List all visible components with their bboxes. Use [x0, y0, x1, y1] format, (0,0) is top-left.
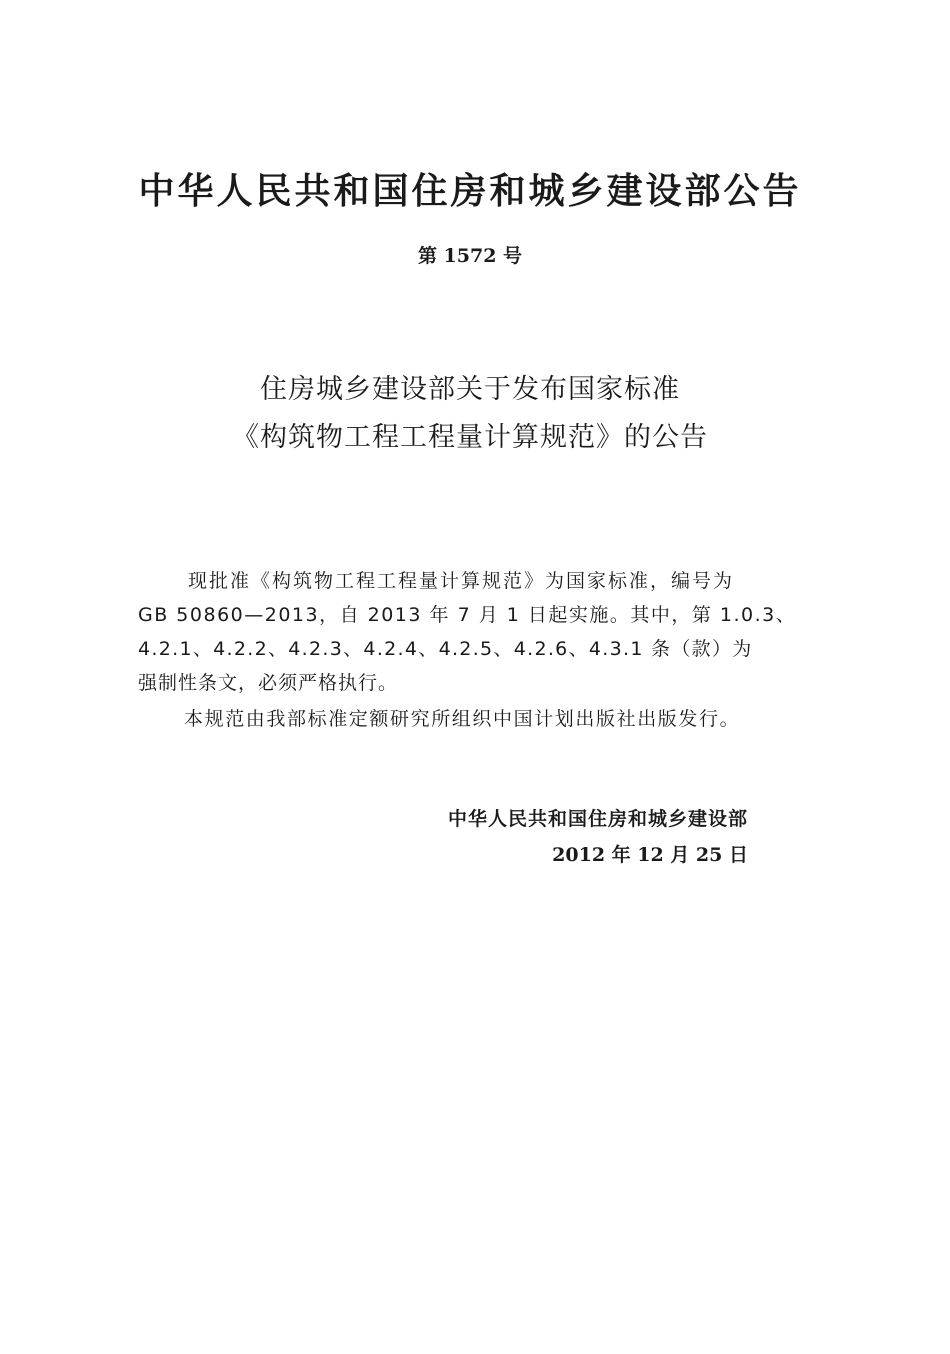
signature-organization: 中华人民共和国住房和城乡建设部 [447, 808, 748, 830]
subtitle-line-1: 住房城乡建设部关于发布国家标准 [260, 374, 680, 405]
page-title: 中华人民共和国住房和城乡建设部公告 [138, 171, 802, 212]
notice-number: 第 1572 号 [417, 245, 523, 267]
paragraph-1-line-3: 4.2.1、4.2.2、4.2.3、4.2.4、4.2.5、4.2.6、4.3.1 条（款）为 [138, 638, 753, 660]
paragraph-1-line-4: 强制性条文，必须严格执行。 [138, 672, 399, 694]
signature-date: 2012 年 12 月 25 日 [552, 844, 748, 866]
paragraph-1-line-1: 现批准《构筑物工程工程量计算规范》为国家标准，编号为 [188, 570, 735, 592]
subtitle-line-2: 《构筑物工程工程量计算规范》的公告 [232, 422, 708, 453]
paragraph-2: 本规范由我部标准定额研究所组织中国计划出版社出版发行。 [184, 708, 741, 730]
paragraph-1-line-2: GB 50860—2013，自 2013 年 7 月 1 日起实施。其中，第 1.0.3、 [138, 604, 797, 626]
